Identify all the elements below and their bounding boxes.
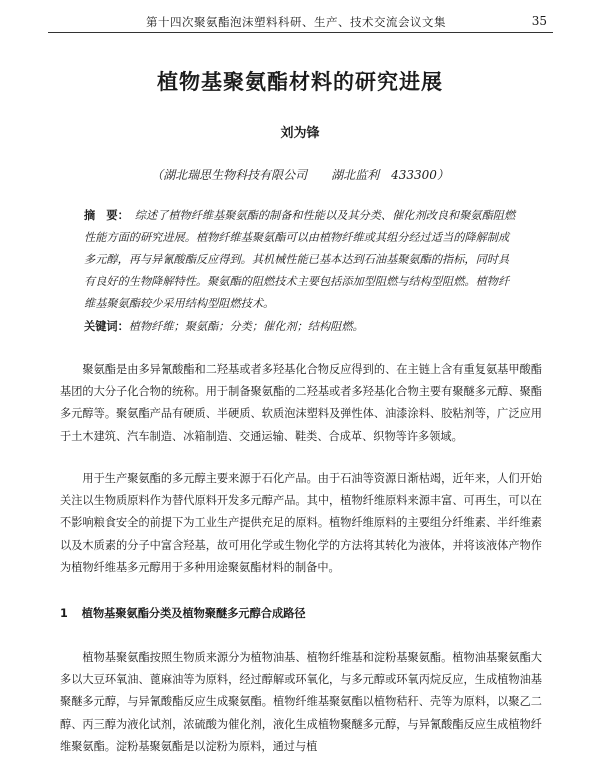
abstract-text: 综述了植物纤维基聚氨酯的制备和性能以及其分类、催化剂改良和聚氨酯阻燃性能方面的研究进展。植物纤维基聚氨酯可以由植物纤维或其组分经过适当的降解制成多元醇，再与异氰酸酯反应得到。其机械性能已基本达到石油基聚氨酯的指标，同时具有良好的生物降解特性。聚氨酯的阻燃技术主要包括添加型阻燃与结构型阻燃。植物纤维基聚氨酯较少采用结构型阻燃技术。 — [84, 209, 516, 310]
abstract — [84, 205, 520, 315]
keywords-text: 植物纤维；聚氨酯；分类；催化剂；结构阻燃。 — [128, 320, 364, 333]
author-name: 刘为锋 — [280, 126, 320, 141]
section-number: 1 — [60, 607, 68, 620]
body-paragraph-1: 聚氨酯是由多异氰酸酯和二羟基或者多羟基化合物反应得到的、在主链上含有重复氨基甲酸酯基团的大分子化合物的统称。用于制备聚氨酯的二羟基或者多羟基化合物主要有聚醚多元醇、聚酯多元醇等。聚氨酯产品有硬质、半硬质、软质泡沫塑料及弹性体、油漆涂料、胶粘剂等，广泛应用于土木建筑、汽车制造、冰箱制造、交通运输、鞋类、合成革、织物等许多领域。 — [60, 363, 542, 443]
keywords-label: 关键词： — [84, 320, 129, 333]
paper-title: 植物基聚氨酯材料的研究进展 — [157, 70, 443, 94]
body-paragraph-2: 用于生产聚氨酯的多元醇主要来源于石化产品。由于石油等资源日渐枯竭，近年来，人们开始关注以生物质原料作为替代原料开发多元醇产品。其中，植物纤维原料来源丰富、可再生，可以在不影响粮食安全的前提下为工业生产提供充足的原料。植物纤维原料的主要组分纤维素、半纤维素以及木质素的分子中富含羟基，故可用化学或生物化学的方法将其转化为液体，并将该液体产物作为植物纤维基多元醇用于多种用途聚氨酯材料的制备中。 — [60, 472, 542, 574]
abstract-label: 摘 要： — [84, 209, 129, 222]
body-paragraph-3: 植物基聚氨酯按照生物质来源分为植物油基、植物纤维基和淀粉基聚氨酯。植物油基聚氨酯大多以大豆环氧油、蓖麻油等为原料，经过醇解或环氧化，与多元醇或环氧丙烷反应，生成植物油基聚醚多元醇，与异氰酸酯反应生成聚氨酯。植物纤维基聚氨酯以植物秸秆、壳等为原料，以聚乙二醇、丙三醇为液化试剂，浓硫酸为催化剂，液化生成植物聚醚多元醇，与异氰酸酯反应生成植物纤维聚氨酯。淀粉基聚氨酯是以淀粉为原料，通过与植 — [60, 651, 542, 753]
keywords — [84, 318, 520, 334]
proceedings-title: 第十四次聚氨酯泡沫塑料科研、生产、技术交流会议文集 — [146, 15, 446, 29]
section-title: 植物基聚氨酯分类及植物聚醚多元醇合成路径 — [81, 607, 306, 620]
author-affiliation: （湖北瑞思生物科技有限公司 湖北监利 433300） — [151, 168, 449, 182]
running-header — [48, 10, 553, 33]
section-heading — [60, 605, 542, 621]
page-number: 35 — [531, 14, 547, 28]
